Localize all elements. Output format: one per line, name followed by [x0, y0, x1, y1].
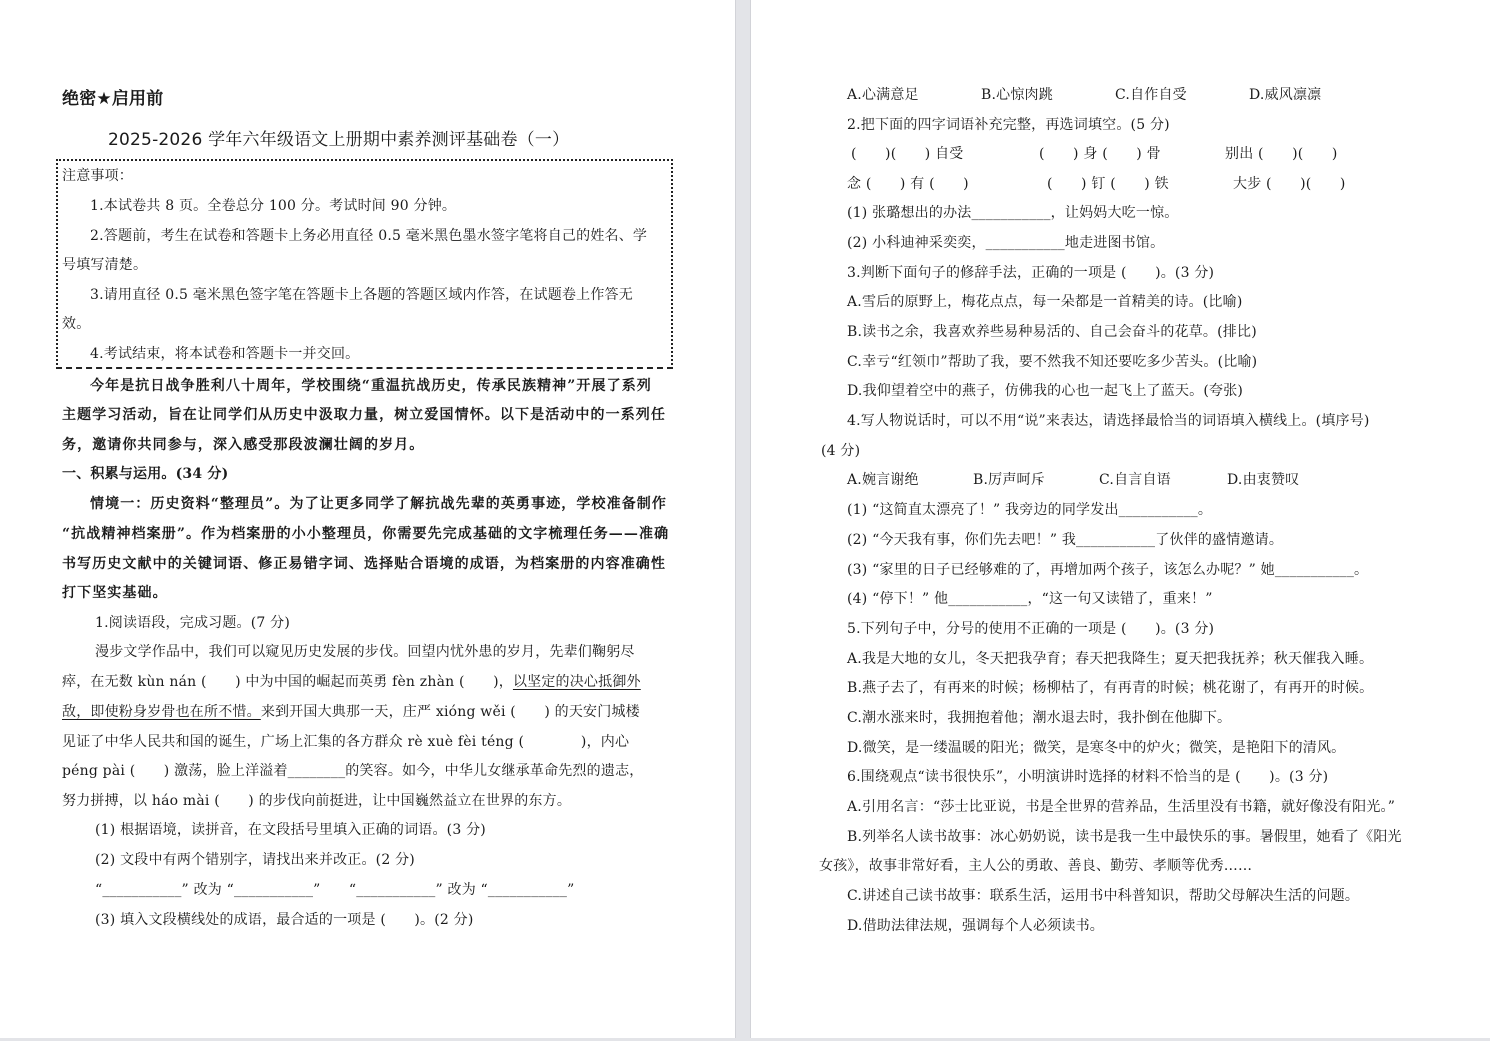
q6-option: B.列举名人读书故事：冰心奶奶说，读书是我一生中最快乐的事。暑假里，她看了《阳光	[847, 829, 1402, 845]
passage-text: 来到开国大典那一天，庄严 xióng wěi ( ) 的天安门城楼	[260, 704, 640, 720]
q3-option: A.雪后的原野上，梅花点点，每一朵都是一首精美的诗。(比喻)	[847, 294, 1243, 310]
context-paragraph-line: 情境一：历史资料“整理员”。为了让更多同学了解抗战先辈的英勇事迹，学校准备制作	[90, 496, 668, 512]
passage-line: 见证了中华人民共和国的诞生，广场上汇集的各方群众 rè xuè fèi téng ( )，内心	[62, 734, 630, 750]
passage-line	[62, 673, 641, 691]
idiom-blank: 别出 ( )( )	[1225, 146, 1338, 162]
q3-option: C.幸亏“红领巾”帮助了我，要不然我不知还要吃多少苦头。(比喻)	[847, 354, 1258, 370]
intro-paragraph-line: 务，邀请你共同参与，深入感受那段波澜壮阔的岁月。	[62, 437, 425, 453]
option-c: C.自作自受	[1115, 87, 1187, 103]
fill-sentence: (1) “这简直太漂亮了！” 我旁边的同学发出___________。	[847, 502, 1213, 518]
correction-blanks: “___________” 改为 “___________” “___________” 改为 “___________”	[95, 882, 575, 898]
idiom-blank: ( ) 身 ( ) 骨	[1039, 146, 1161, 162]
context-paragraph-line: “抗战精神档案册”。作为档案册的小小整理员，你需要先完成基础的文字梳理任务——准确	[62, 526, 670, 542]
q6-option: A.引用名言：“莎士比亚说，书是全世界的营养品，生活里没有书籍，就好像没有阳光。”	[847, 799, 1396, 815]
q3-option: D.我仰望着空中的燕子，仿佛我的心也一起飞上了蓝天。(夸张)	[847, 383, 1244, 399]
q5-option: B.燕子去了，有再来的时候；杨柳枯了，有再青的时候；桃花谢了，有再开的时候。	[847, 680, 1374, 696]
passage-line	[62, 703, 640, 721]
notice-item: 效。	[62, 316, 91, 332]
passage-line: 漫步文学作品中，我们可以窥见历史发展的步伐。回望内忧外患的岁月，先辈们鞠躬尽	[95, 644, 635, 660]
context-paragraph-line: 书写历史文献中的关键词语、修正易错字词、选择贴合语境的成语，为档案册的内容准确性	[62, 556, 666, 572]
q6-option-continued: 女孩》，故事非常好看，主人公的勇敢、善良、勤劳、孝顺等优秀……	[819, 858, 1253, 874]
option-d: D.由衷赞叹	[1227, 472, 1300, 488]
question-5-title: 5.下列句子中，分号的使用不正确的一项是 ( )。(3 分)	[847, 621, 1215, 637]
notice-item: 4.考试结束，将本试卷和答题卡一并交回。	[90, 346, 360, 362]
idiom-blank: ( ) 钉 ( ) 铁	[1047, 176, 1169, 192]
notice-item: 3.请用直径 0.5 毫米黑色签字笔在答题卡上各题的答题区域内作答，在试题卷上作答无	[90, 287, 633, 303]
sub-question: (1) 根据语境，读拼音，在文段括号里填入正确的词语。(3 分)	[95, 822, 486, 838]
context-paragraph-line: 打下坚实基础。	[62, 585, 168, 601]
underlined-sentence: 以坚定的决心抵御外	[512, 674, 641, 690]
passage-line: 努力拼搏，以 háo mài ( ) 的步伐向前挺进，让中国巍然益立在世界的东方。	[62, 793, 572, 809]
intro-paragraph-line: 主题学习活动，旨在让同学们从历史中汲取力量，树立爱国情怀。以下是活动中的一系列任	[62, 407, 666, 423]
question-2-title: 2.把下面的四字词语补充完整，再选词填空。(5 分)	[847, 117, 1170, 133]
q5-option: D.微笑，是一缕温暖的阳光；微笑，是寒冬中的炉火；微笑，是艳阳下的清风。	[847, 740, 1346, 756]
fill-sentence: (1) 张璐想出的办法___________，让妈妈大吃一惊。	[847, 205, 1179, 221]
question-3-title: 3.判断下面句子的修辞手法，正确的一项是 ( )。(3 分)	[847, 265, 1215, 281]
sub-question: (3) 填入文段横线处的成语，最合适的一项是 ( )。(2 分)	[95, 912, 474, 928]
section-heading: 一、积累与运用。(34 分)	[62, 466, 229, 482]
question-1-title: 1.阅读语段，完成习题。(7 分)	[95, 615, 291, 631]
notice-box	[56, 159, 673, 369]
question-4-title: 4.写人物说话时，可以不用“说”来表达，请选择最恰当的词语填入横线上。(填序号)	[847, 413, 1370, 429]
fill-sentence: (4) “停下！” 他___________，“这一句又读错了，重来！”	[847, 591, 1213, 607]
passage-line: péng pài ( ) 激荡，脸上洋溢着________的笑容。如今，中华儿女继承革命先烈的遗志，	[62, 763, 644, 779]
idiom-row	[847, 175, 1346, 193]
notice-item: 号填写清楚。	[62, 257, 148, 273]
q1-options	[847, 86, 1321, 104]
q3-option: B.读书之余，我喜欢养些易种易活的、自己会奋斗的花草。(排比)	[847, 324, 1257, 340]
idiom-blank: 大步 ( )( )	[1233, 176, 1346, 192]
option-d: D.威风凛凛	[1249, 87, 1322, 103]
exam-page-right	[751, 0, 1490, 1041]
idiom-row	[851, 145, 1338, 163]
notice-heading: 注意事项：	[62, 168, 133, 184]
q6-option: C.讲述自己读书故事：联系生活，运用书中科普知识，帮助父母解决生活的问题。	[847, 888, 1360, 904]
page-gutter	[735, 0, 751, 1041]
option-c: C.自言自语	[1099, 472, 1171, 488]
exam-page-left	[0, 0, 735, 1041]
underlined-sentence: 敌，即使粉身岁骨也在所不惜。	[62, 704, 261, 720]
q5-option: C.潮水涨来时，我拥抱着他；潮水退去时，我扑倒在他脚下。	[847, 710, 1232, 726]
fill-sentence: (2) 小科迪神采奕奕，___________地走进图书馆。	[847, 235, 1165, 251]
option-a: A.婉言谢绝	[847, 472, 919, 488]
passage-text: 瘁，在无数 kùn nán ( ) 中为中国的崛起而英勇 fèn zhàn ( )，	[62, 674, 513, 690]
q6-option: D.借助法律法规，强调每个人必须读书。	[847, 918, 1104, 934]
exam-title: 2025-2026 学年六年级语文上册期中素养测评基础卷（一）	[108, 130, 570, 150]
idiom-blank: 念 ( ) 有 ( )	[847, 176, 969, 192]
question-6-title: 6.围绕观点“读书很快乐”，小明演讲时选择的材料不恰当的是 ( )。(3 分)	[847, 769, 1329, 785]
option-b: B.心惊肉跳	[981, 87, 1053, 103]
option-b: B.厉声呵斥	[973, 472, 1045, 488]
idiom-blank: ( )( ) 自受	[851, 146, 964, 162]
notice-item: 2.答题前，考生在试卷和答题卡上务必用直径 0.5 毫米黑色墨水签字笔将自己的姓名、学	[90, 228, 648, 244]
secret-label: 绝密★启用前	[62, 89, 164, 109]
notice-item: 1.本试卷共 8 页。全卷总分 100 分。考试时间 90 分钟。	[90, 198, 457, 214]
option-a: A.心满意足	[847, 87, 919, 103]
q5-option: A.我是大地的女儿，冬天把我孕育；春天把我降生；夏天把我抚养；秋天催我入睡。	[847, 651, 1374, 667]
fill-sentence: (3) “家里的日子已经够难的了，再增加两个孩子，该怎么办呢？” 她___________。	[847, 562, 1369, 578]
intro-paragraph-line: 今年是抗日战争胜利八十周年，学校围绕“重温抗战历史，传承民族精神”开展了系列	[90, 378, 652, 394]
fill-sentence: (2) “今天我有事，你们先去吧！” 我___________了伙伴的盛情邀请。	[847, 532, 1284, 548]
q4-options	[847, 471, 1299, 489]
sub-question: (2) 文段中有两个错别字，请找出来并改正。(2 分)	[95, 852, 415, 868]
question-4-score: (4 分)	[821, 443, 861, 459]
